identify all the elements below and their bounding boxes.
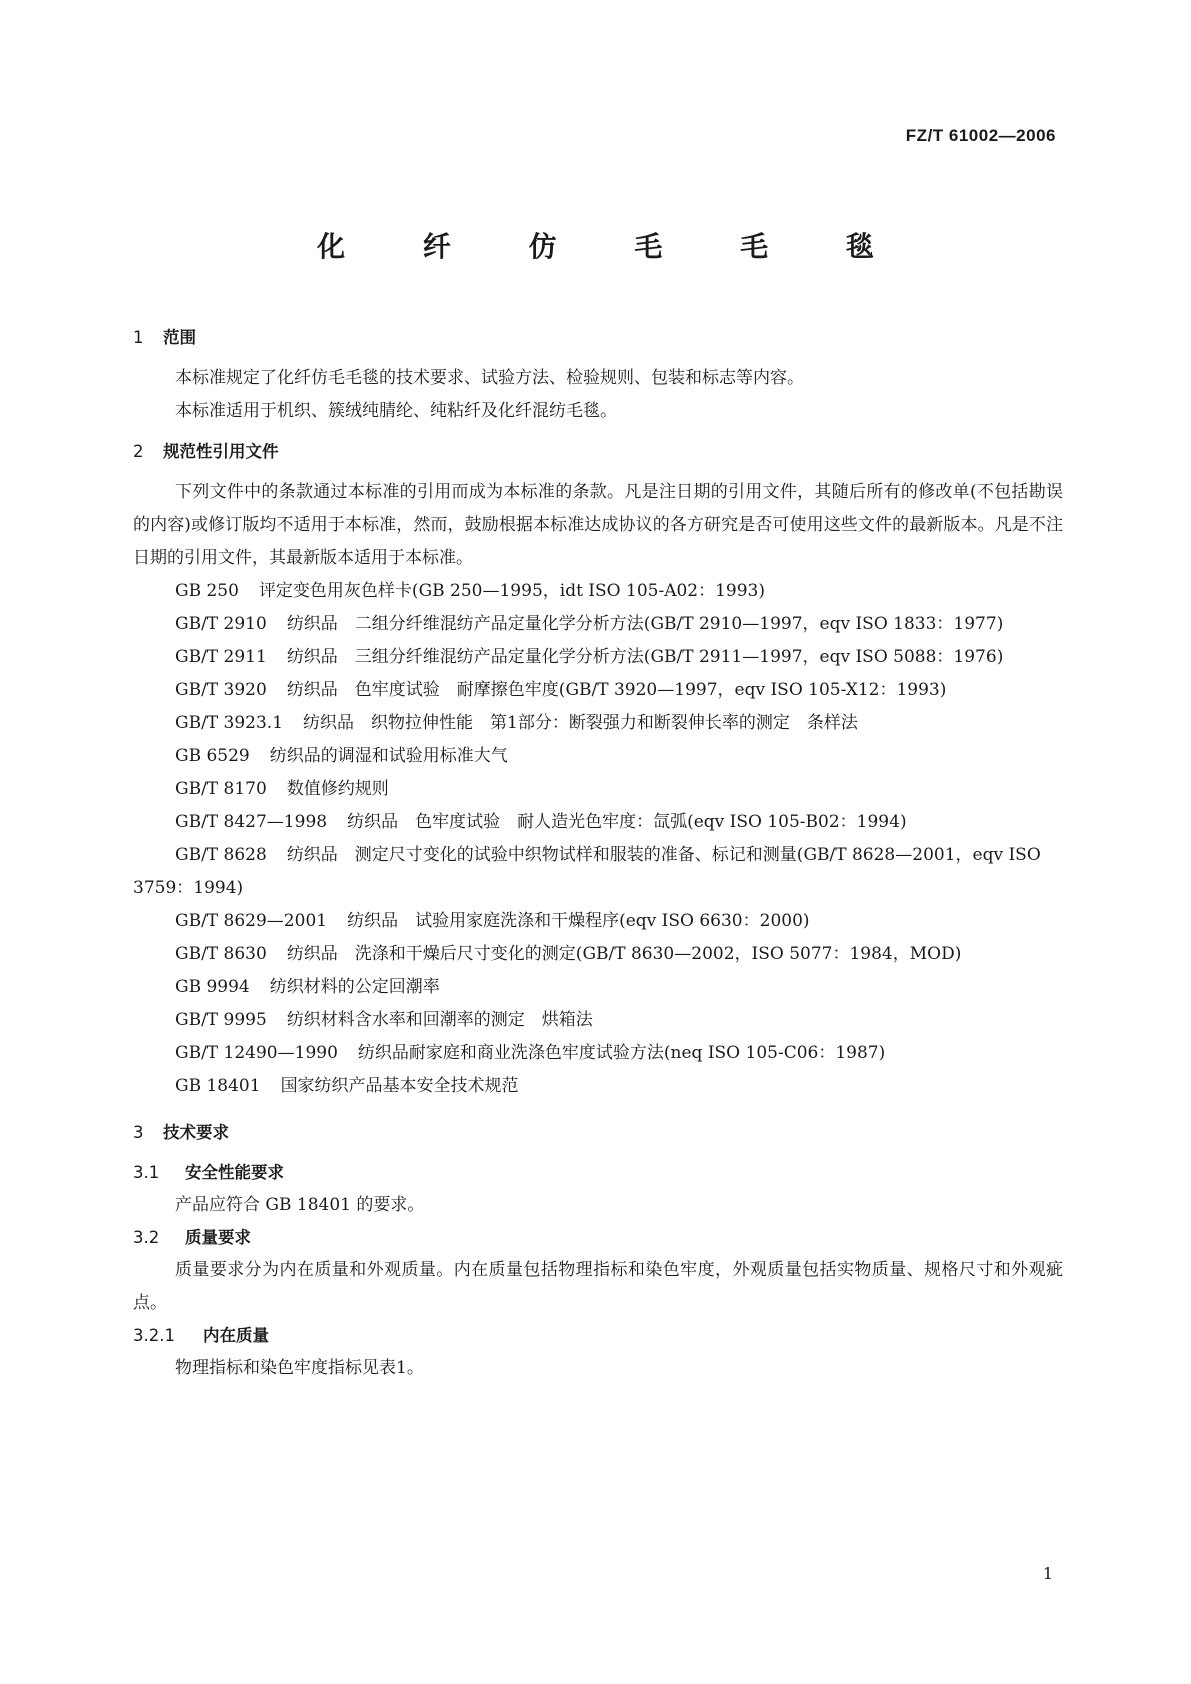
reference-code: GB/T 8630 — [175, 944, 267, 964]
section-3-1-heading — [133, 1157, 1063, 1189]
reference-code: GB/T 2911 — [175, 647, 267, 667]
reference-code: GB/T 3920 — [175, 680, 267, 700]
section-3-2-1-heading — [133, 1320, 1063, 1352]
paragraph: 产品应符合 GB 18401 的要求。 — [175, 1195, 425, 1215]
reference-text: 纺织品 试验用家庭洗涤和干燥程序(eqv ISO 6630：2000) — [347, 911, 810, 931]
page-number: 1 — [1042, 1564, 1053, 1583]
reference-text: 纺织品 织物拉伸性能 第1部分：断裂强力和断裂伸长率的测定 条样法 — [303, 713, 858, 733]
reference-code: GB 18401 — [175, 1076, 261, 1096]
reference-text: 纺织品耐家庭和商业洗涤色牢度试验方法(neq ISO 105-C06：1987) — [357, 1043, 886, 1063]
reference-item — [133, 938, 1063, 971]
reference-code: GB/T 9995 — [175, 1010, 267, 1030]
reference-code: GB/T 8628 — [175, 845, 267, 865]
reference-text: 国家纺织产品基本安全技术规范 — [280, 1076, 519, 1096]
section-title: 规范性引用文件 — [163, 442, 279, 461]
reference-text: 纺织品 色牢度试验 耐摩擦色牢度(GB/T 3920—1997，eqv ISO 105-X12：1993) — [286, 680, 947, 700]
reference-item — [133, 674, 1063, 707]
reference-text: 纺织品 测定尺寸变化的试验中织物试样和服装的准备、标记和测量(GB/T 8628—2001，eqv ISO 3759：1994) — [133, 845, 1041, 898]
section-title: 质量要求 — [185, 1228, 251, 1247]
document-title: 化 纤 仿 毛 毛 毯 — [317, 230, 908, 263]
reference-code: GB/T 3923.1 — [175, 713, 284, 733]
reference-text: 评定变色用灰色样卡(GB 250—1995，idt ISO 105-A02：1993) — [258, 581, 766, 601]
section-number: 3 — [133, 1123, 144, 1142]
reference-text: 纺织品 二组分纤维混纺产品定量化学分析方法(GB/T 2910—1997，eqv ISO 1833：1977) — [286, 614, 1004, 634]
reference-text: 数值修约规则 — [286, 779, 389, 799]
reference-text: 纺织品的调湿和试验用标准大气 — [269, 746, 508, 766]
reference-item — [133, 971, 1063, 1004]
reference-list — [133, 575, 1063, 1103]
reference-text: 纺织材料的公定回潮率 — [269, 977, 440, 997]
reference-item — [133, 608, 1063, 641]
section-3-2-heading — [133, 1222, 1063, 1254]
section-title: 范围 — [163, 328, 196, 347]
reference-code: GB 6529 — [175, 746, 250, 766]
section-number: 2 — [133, 442, 144, 461]
reference-text: 纺织品 三组分纤维混纺产品定量化学分析方法(GB/T 2911—1997，eqv ISO 5088：1976) — [286, 647, 1004, 667]
reference-item — [133, 839, 1063, 905]
paragraph: 质量要求分为内在质量和外观质量。内在质量包括物理指标和染色牢度，外观质量包括实物质量、规格尺寸和外观疵点。 — [133, 1260, 1063, 1313]
section-2-heading — [133, 436, 1063, 468]
paragraph: 下列文件中的条款通过本标准的引用而成为本标准的条款。凡是注日期的引用文件，其随后所有的修改单(不包括勘误的内容)或修订版均不适用于本标准，然而，鼓励根据本标准达成协议的各方研究是否可使用这些文件的最新版本。凡是不注日期的引用文件，其最新版本适用于本标准。 — [133, 482, 1063, 568]
reference-code: GB/T 8170 — [175, 779, 267, 799]
reference-text: 纺织品 洗涤和干燥后尺寸变化的测定(GB/T 8630—2002，ISO 5077：1984，MOD) — [286, 944, 962, 964]
section-title: 安全性能要求 — [185, 1163, 284, 1182]
reference-code: GB/T 2910 — [175, 614, 267, 634]
section-3-heading — [133, 1117, 1063, 1149]
reference-code: GB 250 — [175, 581, 239, 601]
reference-text: 纺织品 色牢度试验 耐人造光色牢度：氙弧(eqv ISO 105-B02：1994) — [347, 812, 907, 832]
reference-code: GB/T 12490—1990 — [175, 1043, 338, 1063]
section-number: 3.2.1 — [133, 1326, 175, 1345]
standard-code: FZ/T 61002—2006 — [905, 126, 1056, 145]
reference-text: 纺织材料含水率和回潮率的测定 烘箱法 — [286, 1010, 593, 1030]
document-body — [133, 322, 1063, 1385]
reference-item — [133, 641, 1063, 674]
reference-item — [133, 905, 1063, 938]
reference-item — [133, 806, 1063, 839]
section-number: 1 — [133, 328, 144, 347]
paragraph: 本标准适用于机织、簇绒纯腈纶、纯粘纤及化纤混纺毛毯。 — [175, 401, 617, 421]
reference-item — [133, 1004, 1063, 1037]
reference-item — [133, 1037, 1063, 1070]
section-number: 3.1 — [133, 1163, 160, 1182]
reference-item — [133, 1070, 1063, 1103]
reference-item — [133, 740, 1063, 773]
reference-item — [133, 773, 1063, 806]
reference-code: GB/T 8629—2001 — [175, 911, 328, 931]
section-1-heading — [133, 322, 1063, 354]
section-title: 技术要求 — [163, 1123, 229, 1142]
reference-code: GB 9994 — [175, 977, 250, 997]
reference-item — [133, 575, 1063, 608]
paragraph: 本标准规定了化纤仿毛毛毯的技术要求、试验方法、检验规则、包装和标志等内容。 — [175, 368, 804, 388]
reference-item — [133, 707, 1063, 740]
reference-code: GB/T 8427—1998 — [175, 812, 328, 832]
section-title: 内在质量 — [203, 1326, 269, 1345]
paragraph: 物理指标和染色牢度指标见表1。 — [175, 1358, 424, 1378]
section-number: 3.2 — [133, 1228, 160, 1247]
